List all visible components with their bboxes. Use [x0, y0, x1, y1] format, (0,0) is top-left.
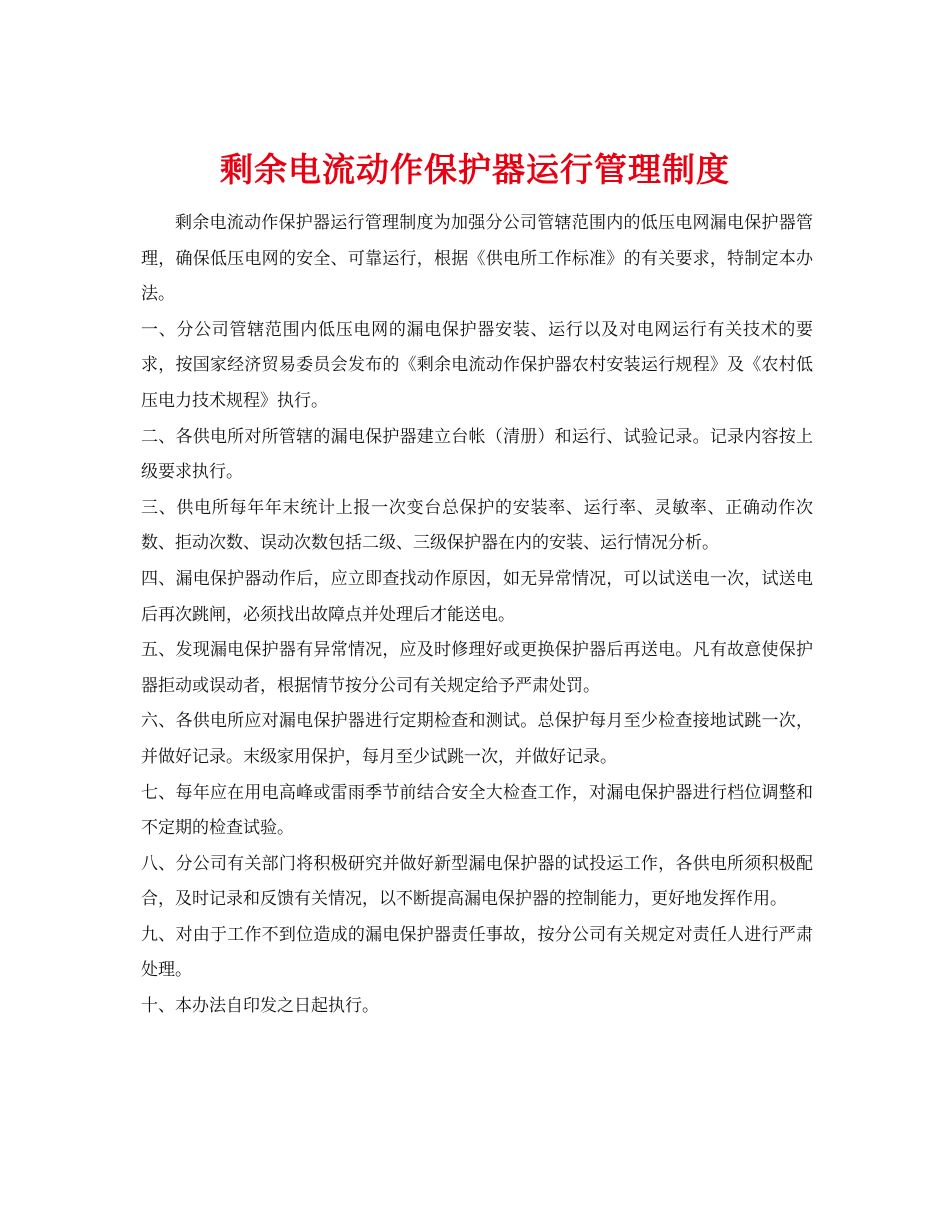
document-body — [141, 206, 813, 1025]
clause-4: 四、漏电保护器动作后，应立即查找动作原因，如无异常情况，可以试送电一次，试送电后再次跳闸，必须找出故障点并处理后才能送电。 — [141, 568, 813, 625]
page-title: 剩余电流动作保护器运行管理制度 — [220, 150, 730, 190]
clause-1: 一、分公司管辖范围内低压电网的漏电保护器安装、运行以及对电网运行有关技术的要求，按国家经济贸易委员会发布的《剩余电流动作保护器农村安装运行规程》及《农村低压电力技术规程》执行。 — [141, 319, 813, 411]
clause-5: 五、发现漏电保护器有异常情况，应及时修理好或更换保护器后再送电。凡有故意使保护器拒动或误动者，根据情节按分公司有关规定给予严肃处罚。 — [141, 640, 813, 696]
clause-7: 七、每年应在用电高峰或雷雨季节前结合安全大检查工作，对漏电保护器进行档位调整和不定期的检查试验。 — [141, 782, 813, 839]
clause-9: 九、对由于工作不到位造成的漏电保护器责任事故，按分公司有关规定对责任人进行严肃处理。 — [141, 924, 813, 981]
intro-paragraph: 剩余电流动作保护器运行管理制度为加强分公司管辖范围内的低压电网漏电保护器管理，确保低压电网的安全、可靠运行，根据《供电所工作标准》的有关要求，特制定本办法。 — [141, 213, 813, 305]
clause-3: 三、供电所每年年末统计上报一次变台总保护的安装率、运行率、灵敏率、正确动作次数、拒动次数、误动次数包括二级、三级保护器在内的安装、运行情况分析。 — [141, 497, 813, 554]
clause-2: 二、各供电所对所管辖的漏电保护器建立台帐（清册）和运行、试验记录。记录内容按上级要求执行。 — [141, 426, 813, 483]
clause-10: 十、本办法自印发之日起执行。 — [141, 996, 379, 1017]
clause-6: 六、各供电所应对漏电保护器进行定期检查和测试。总保护每月至少检查接地试跳一次，并做好记录。末级家用保护，每月至少试跳一次，并做好记录。 — [141, 711, 813, 767]
clause-8: 八、分公司有关部门将积极研究并做好新型漏电保护器的试投运工作，各供电所须积极配合，及时记录和反馈有关情况，以不断提高漏电保护器的控制能力，更好地发挥作用。 — [141, 853, 813, 910]
